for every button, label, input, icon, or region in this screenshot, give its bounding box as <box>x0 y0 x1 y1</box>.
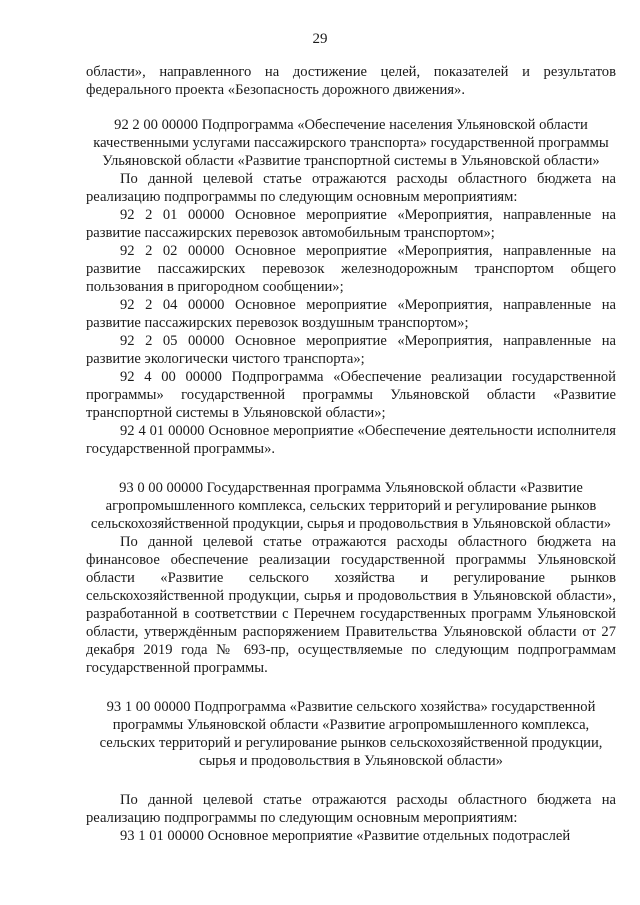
paragraph-item: 92 2 05 00000 Основное мероприятие «Мероприятия, направленные на развитие экологически чистого транспорта»; <box>86 333 616 367</box>
paragraph-continuation: области», направленного на достижение целей, показателей и результатов федерального проекта «Безопасность дорожного движения». <box>86 64 616 98</box>
paragraph-intro: По данной целевой статье отражаются расходы областного бюджета на реализацию подпрограммы по следующим основным мероприятиям: <box>86 792 616 826</box>
paragraph-item: 93 1 01 00000 Основное мероприятие «Развитие отдельных подотраслей <box>120 828 571 844</box>
document-body <box>86 63 616 845</box>
paragraph-item: 92 2 04 00000 Основное мероприятие «Мероприятия, направленные на развитие пассажирских перевозок воздушным транспортом»; <box>86 297 616 331</box>
section-heading-93-1: 93 1 00 00000 Подпрограмма «Развитие сельского хозяйства» государственной программы Ульяновской области «Развитие агропромышленного комплекса, сельских территорий и регулирование рынков сельскохозяйственной продукции, сырья и продовольствия в Ульяновской области» <box>99 699 603 769</box>
section-heading-92-2: 92 2 00 00000 Подпрограмма «Обеспечение населения Ульяновской области качественными услугами пассажирского транспорта» государственной программы Ульяновской области «Развитие транспортной системы в Ульяновской области» <box>93 117 609 169</box>
section-heading-93-0: 93 0 00 00000 Государственная программа Ульяновской области «Развитие агропромышленного комплекса, сельских территорий и регулирование рынков сельскохозяйственной продукции, сырья и продовольствия в Ульяновской области» <box>90 480 612 532</box>
paragraph-item: 92 4 00 00000 Подпрограмма «Обеспечение реализации государственной программы» государственной программы Ульяновской области «Развитие транспортной системы в Ульяновской области»; <box>86 369 616 421</box>
paragraph-item: 92 4 01 00000 Основное мероприятие «Обеспечение деятельности исполнителя государственной программы». <box>86 423 616 457</box>
page-number: 29 <box>312 31 328 47</box>
paragraph-program-description: По данной целевой статье отражаются расходы областного бюджета на финансовое обеспечение реализации государственной программы Ульяновской области «Развитие сельского хозяйства и регулирование рынков сельскохозяйственной продукции, сырья и продовольствия в Ульяновской области», разработанной в соответствии с Перечнем государственных программ Ульяновской области, утверждённым распоряжением Правительства Ульяновской области от 27 декабря 2019 года № 693-пр, осуществляемые по следующим подпрограммам государственной программы. <box>86 534 616 676</box>
paragraph-item: 92 2 01 00000 Основное мероприятие «Мероприятия, направленные на развитие пассажирских перевозок автомобильным транспортом»; <box>86 207 616 241</box>
paragraph-item: 92 2 02 00000 Основное мероприятие «Мероприятия, направленные на развитие пассажирских перевозок железнодорожным транспортом общего пользования в пригородном сообщении»; <box>86 243 616 295</box>
paragraph-intro: По данной целевой статье отражаются расходы областного бюджета на реализацию подпрограммы по следующим основным мероприятиям: <box>86 171 616 205</box>
